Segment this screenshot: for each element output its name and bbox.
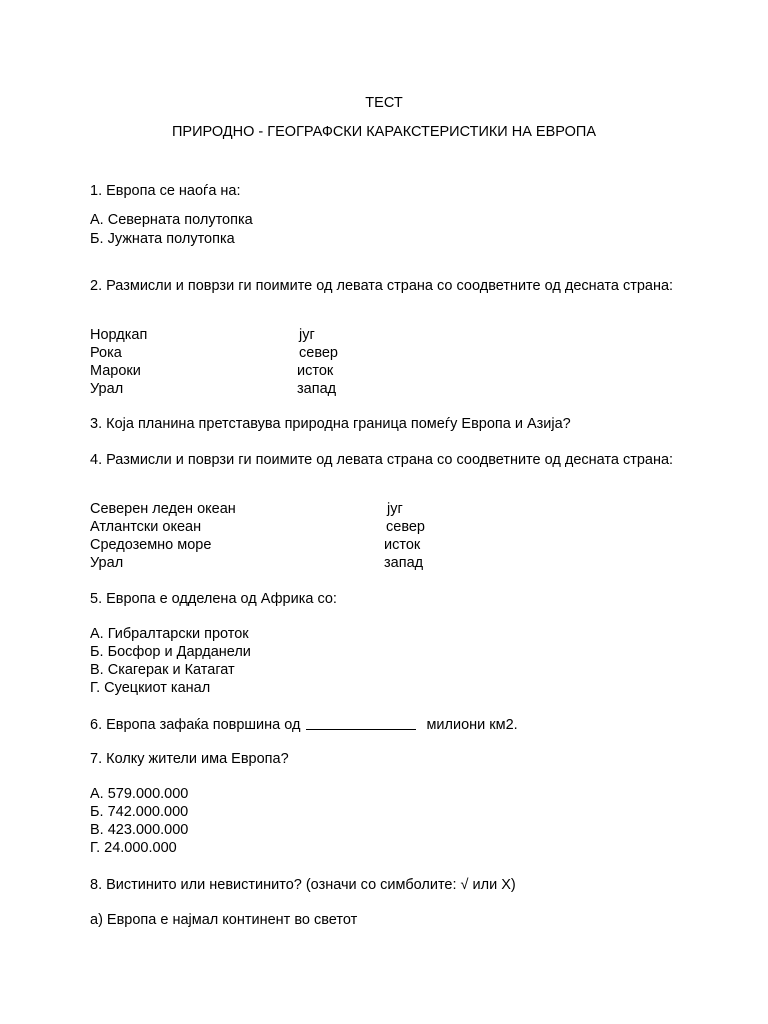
q6-prefix: 6. Европа зафаќа површина од [90,717,301,733]
q7-option-d: Г. 24.000.000 [90,840,177,856]
q5-option-c: В. Скагерак и Катагат [90,662,235,678]
q7-option-b: Б. 742.000.000 [90,804,189,820]
q2-right-item: југ [299,327,315,343]
q4-right-item: запад [384,555,424,571]
q4-left-item: Средоземно море [90,537,212,553]
question-1: 1. Европа се наоѓа на: [90,183,241,199]
q4-right-item: исток [384,537,421,553]
q2-right-item: север [299,345,338,361]
test-title: ТЕСТ [365,95,403,111]
q2-left-item: Нордкап [90,327,148,343]
q5-option-d: Г. Суецкиот канал [90,680,211,696]
q1-option-b: Б. Јужната полутопка [90,231,235,247]
q4-right-item: југ [387,501,403,517]
test-subtitle: ПРИРОДНО - ГЕОГРАФСКИ КАРАКСТЕРИСТИКИ НА ЕВРОПА [171,124,596,140]
q4-left-item: Урал [90,555,124,571]
question-8: 8. Вистинито или невистинито? (означи со симболите: √ или Х) [90,877,516,893]
q5-option-b: Б. Босфор и Дарданели [90,644,251,660]
question-4: 4. Размисли и поврзи ги поимите од левата страна со соодветните од десната страна: [90,452,674,468]
q1-option-a: А. Северната полутопка [90,212,253,228]
q6-answer-blank[interactable] [306,715,416,730]
q4-left-item: Северен леден океан [90,501,236,517]
q2-right-item: исток [297,363,334,379]
question-5: 5. Европа е одделена од Африка со: [90,591,337,607]
q5-option-a: А. Гибралтарски проток [90,626,249,642]
q8-item: а) Европа е најмал континент во светот [90,912,358,928]
q6-suffix: милиони км2. [426,717,518,733]
question-2: 2. Размисли и поврзи ги поимите од левата страна со соодветните од десната страна: [90,278,674,294]
question-6 [90,714,518,734]
q7-option-a: А. 579.000.000 [90,786,189,802]
q2-left-item: Урал [90,381,124,397]
q7-option-c: В. 423.000.000 [90,822,189,838]
question-7: 7. Колку жители има Европа? [90,751,289,767]
q2-left-item: Мароки [90,363,141,379]
q2-left-item: Рока [90,345,122,361]
question-3: 3. Која планина претставува природна граница помеѓу Европа и Азија? [90,416,571,432]
q4-right-item: север [386,519,425,535]
q2-right-item: запад [297,381,337,397]
q4-left-item: Атлантски океан [90,519,202,535]
